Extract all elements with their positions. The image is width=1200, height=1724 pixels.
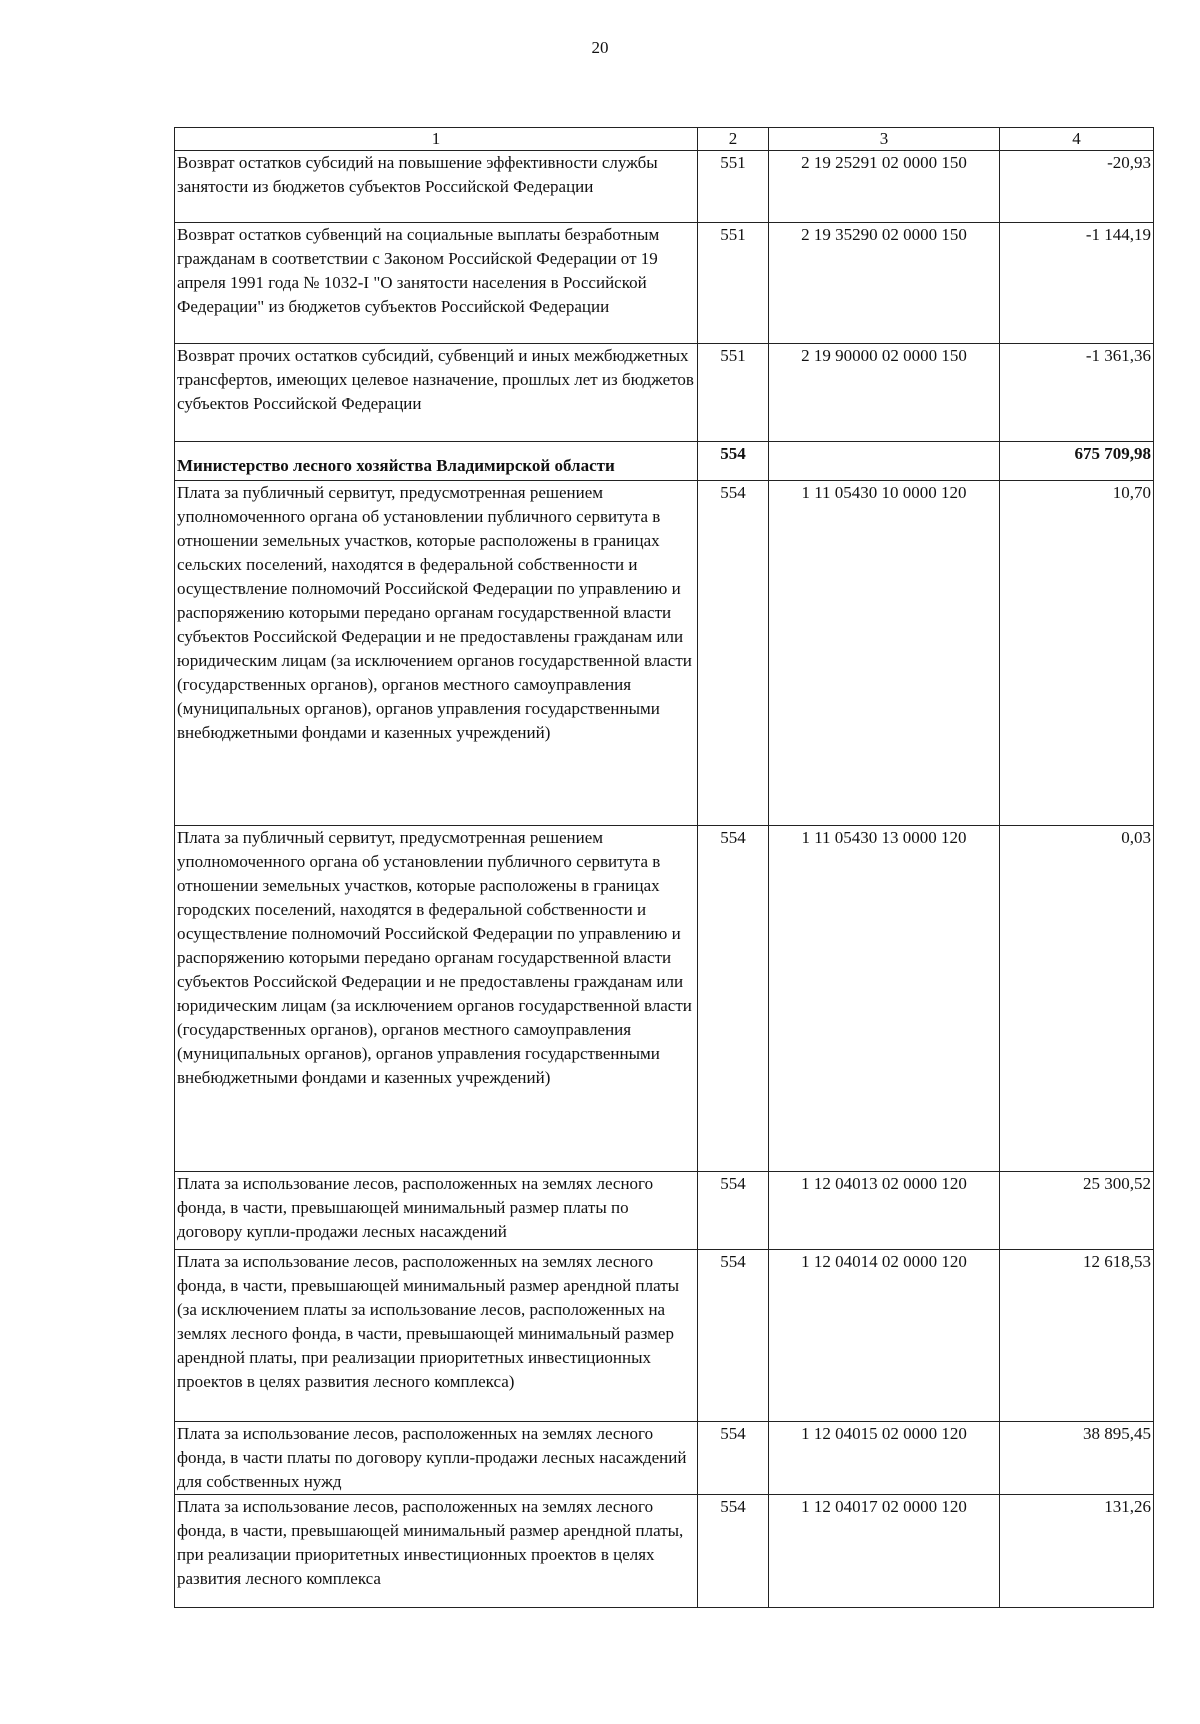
revenue-name: Возврат остатков субсидий на повышение эффективности службы занятости из бюджетов субъектов Российской Федерации [175, 151, 698, 223]
admin-code: 554 [698, 1172, 769, 1250]
table-row [175, 344, 1154, 442]
table-row-group-header [175, 442, 1154, 481]
budget-classification-code: 1 12 04013 02 0000 120 [769, 1172, 1000, 1250]
budget-classification-code: 1 12 04014 02 0000 120 [769, 1250, 1000, 1422]
table-row [175, 1422, 1154, 1495]
amount: 38 895,45 [1000, 1422, 1154, 1495]
column-header-4: 4 [1000, 128, 1154, 151]
amount: 10,70 [1000, 481, 1154, 826]
column-header-2: 2 [698, 128, 769, 151]
amount: 0,03 [1000, 826, 1154, 1172]
admin-code: 554 [698, 1250, 769, 1422]
amount: 131,26 [1000, 1495, 1154, 1608]
revenue-name: Плата за использование лесов, расположенных на землях лесного фонда, в части, превышающей минимальный размер платы по договору купли-продажи лесных насаждений [175, 1172, 698, 1250]
budget-classification-code: 1 12 04017 02 0000 120 [769, 1495, 1000, 1608]
table-row [175, 223, 1154, 344]
revenue-name: Плата за публичный сервитут, предусмотренная решением уполномоченного органа об установлении публичного сервитута в отношении земельных участков, которые расположены в границах городских поселений, находятся в федеральной собственности и осуществление полномочий Российской Федерации по управлению и распоряжению которыми передано органам государственной власти субъектов Российской Федерации и не предоставлены гражданам или юридическим лицам (за исключением органов государственной власти (государственных органов), органов местного самоуправления (муниципальных органов), органов управления государственными внебюджетными фондами и казенных учреждений) [175, 826, 698, 1172]
revenue-name: Плата за использование лесов, расположенных на землях лесного фонда, в части, превышающей минимальный размер арендной платы, при реализации приоритетных инвестиционных проектов в целях развития лесного комплекса [175, 1495, 698, 1608]
budget-classification-code: 1 11 05430 13 0000 120 [769, 826, 1000, 1172]
admin-code: 554 [698, 1422, 769, 1495]
budget-classification-code [769, 442, 1000, 481]
column-header-3: 3 [769, 128, 1000, 151]
table-header-row [175, 128, 1154, 151]
admin-code: 554 [698, 481, 769, 826]
revenue-name: Плата за публичный сервитут, предусмотренная решением уполномоченного органа об установлении публичного сервитута в отношении земельных участков, которые расположены в границах сельских поселений, находятся в федеральной собственности и осуществление полномочий Российской Федерации по управлению и распоряжению которыми передано органам государственной власти субъектов Российской Федерации и не предоставлены гражданам или юридическим лицам (за исключением органов государственной власти (государственных органов), органов местного самоуправления (муниципальных органов), органов управления государственными внебюджетными фондами и казенных учреждений) [175, 481, 698, 826]
ministry-name: Министерство лесного хозяйства Владимирской области [175, 442, 698, 481]
admin-code: 554 [698, 442, 769, 481]
revenue-name: Плата за использование лесов, расположенных на землях лесного фонда, в части платы по договору купли-продажи лесных насаждений для собственных нужд [175, 1422, 698, 1495]
revenue-name: Возврат остатков субвенций на социальные выплаты безработным гражданам в соответствии с Законом Российской Федерации от 19 апреля 1991 года № 1032-I "О занятости населения в Российской Федерации" из бюджетов субъектов Российской Федерации [175, 223, 698, 344]
admin-code: 551 [698, 151, 769, 223]
table-row [175, 1172, 1154, 1250]
table-row [175, 481, 1154, 826]
revenue-name: Возврат прочих остатков субсидий, субвенций и иных межбюджетных трансфертов, имеющих целевое назначение, прошлых лет из бюджетов субъектов Российской Федерации [175, 344, 698, 442]
budget-classification-code: 1 12 04015 02 0000 120 [769, 1422, 1000, 1495]
amount: -1 361,36 [1000, 344, 1154, 442]
table-row [175, 151, 1154, 223]
budget-classification-code: 1 11 05430 10 0000 120 [769, 481, 1000, 826]
column-header-1: 1 [175, 128, 698, 151]
amount-total: 675 709,98 [1000, 442, 1154, 481]
admin-code: 551 [698, 344, 769, 442]
table-row [175, 1250, 1154, 1422]
revenue-table [174, 127, 1154, 1608]
admin-code: 554 [698, 1495, 769, 1608]
amount: -1 144,19 [1000, 223, 1154, 344]
amount: 12 618,53 [1000, 1250, 1154, 1422]
budget-classification-code: 2 19 90000 02 0000 150 [769, 344, 1000, 442]
admin-code: 551 [698, 223, 769, 344]
table-row [175, 826, 1154, 1172]
amount: 25 300,52 [1000, 1172, 1154, 1250]
revenue-name: Плата за использование лесов, расположенных на землях лесного фонда, в части, превышающей минимальный размер арендной платы (за исключением платы за использование лесов, расположенных на землях лесного фонда, в части, превышающей минимальный размер арендной платы, при реализации приоритетных инвестиционных проектов в целях развития лесного комплекса) [175, 1250, 698, 1422]
page-number: 20 [591, 38, 609, 57]
table-row [175, 1495, 1154, 1608]
admin-code: 554 [698, 826, 769, 1172]
budget-classification-code: 2 19 25291 02 0000 150 [769, 151, 1000, 223]
amount: -20,93 [1000, 151, 1154, 223]
budget-classification-code: 2 19 35290 02 0000 150 [769, 223, 1000, 344]
